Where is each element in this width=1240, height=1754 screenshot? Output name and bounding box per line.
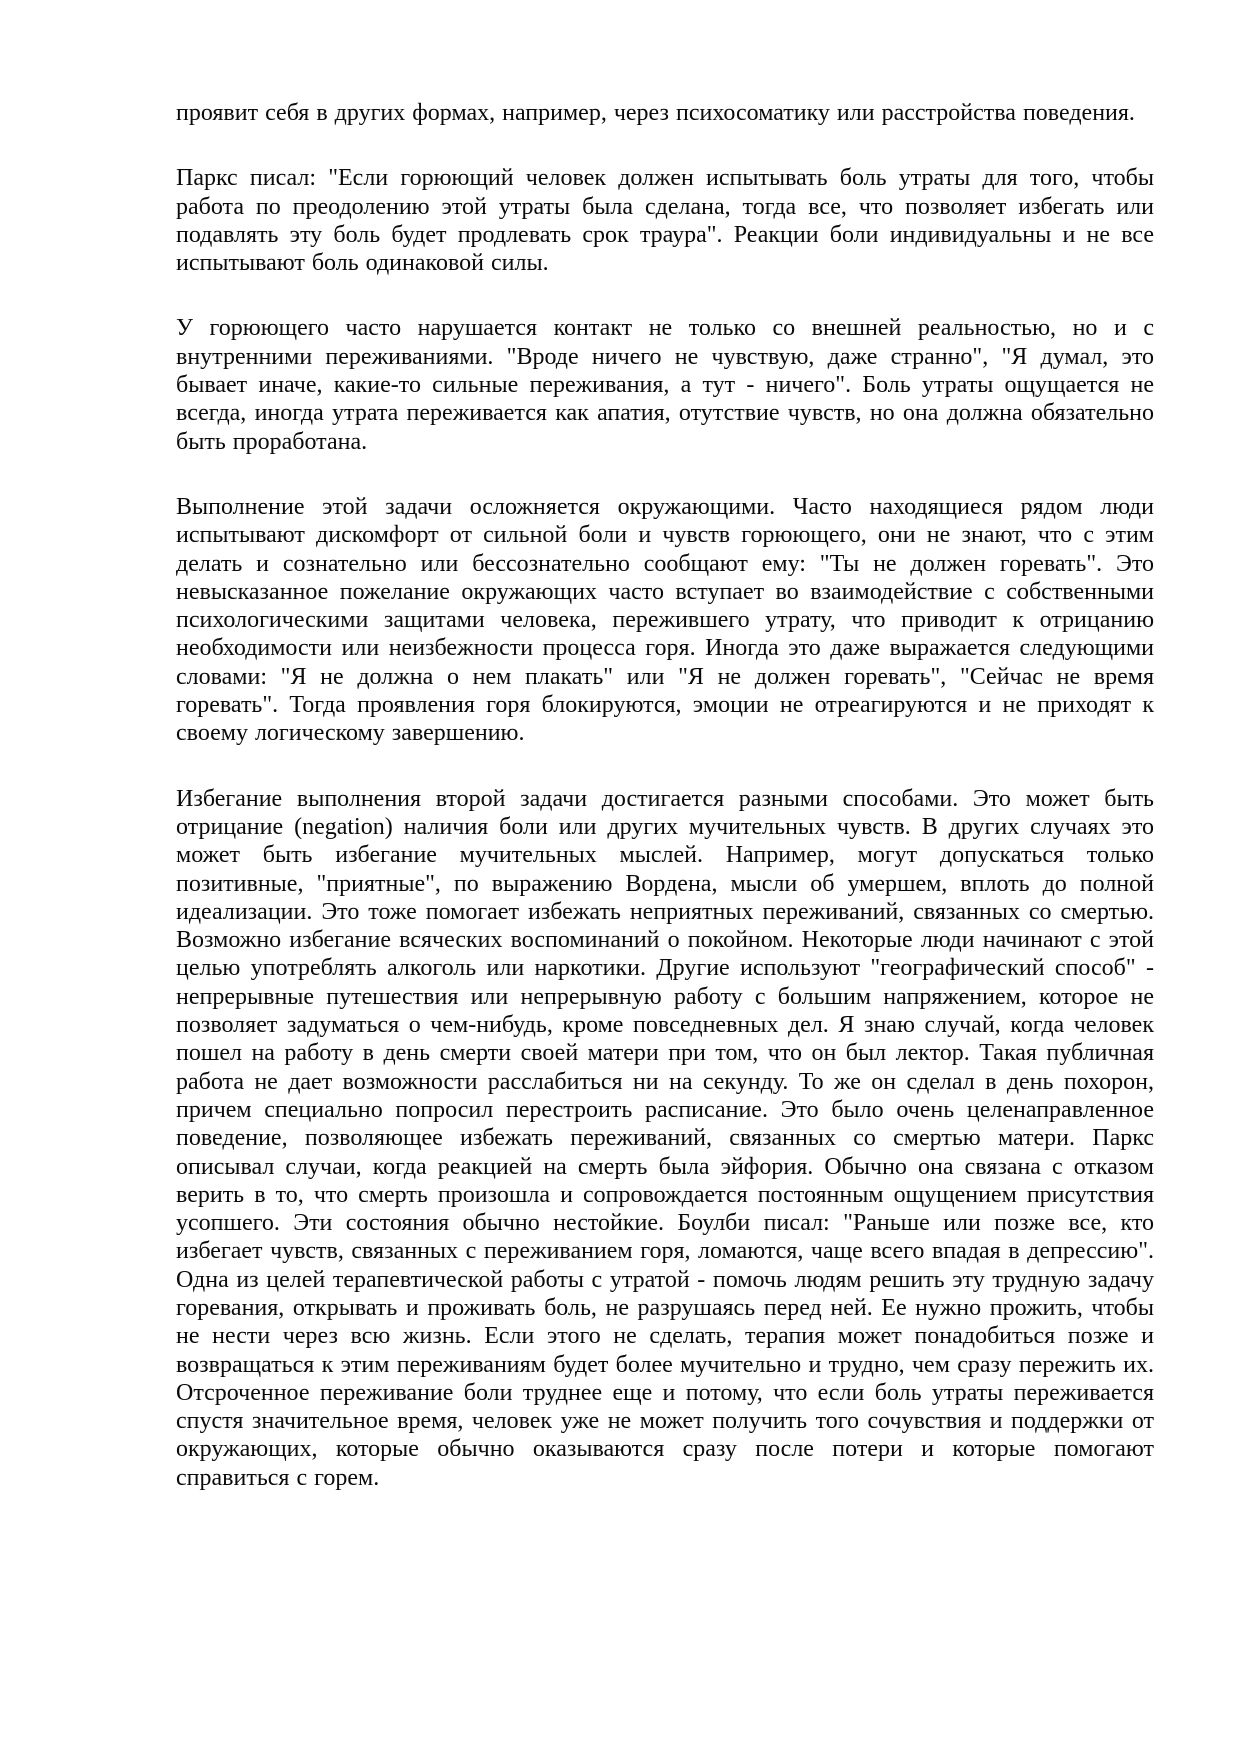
paragraph: проявит себя в других формах, например, через психосоматику или расстройства поведения.: [176, 100, 1135, 126]
paragraph: Избегание выполнения второй задачи достигается разными способами. Это может быть отрицание (negation) наличия боли или других мучительных чувств. В других случаях это может быть избегание мучительных мыслей. Например, могут допускаться только позитивные, "приятные", по выражению Вордена, мысли об умершем, вплоть до полной идеализации. Это тоже помогает избежать неприятных переживаний, связанных со смертью. Возможно избегание всяческих воспоминаний о покойном. Некоторые люди начинают с этой целью употреблять алкоголь или наркотики. Другие используют "географический способ" - непрерывные путешествия или непрерывную работу с большим напряжением, которое не позволяет задуматься о чем-нибудь, кроме повседневных дел. Я знаю случай, когда человек пошел на работу в день смерти своей матери при том, что он был лектор. Такая публичная работа не дает возможности расслабиться ни на секунду. То же он сделал в день похорон, причем специально попросил перестроить расписание. Это было очень целенаправленное поведение, позволяющее избежать переживаний, связанных со смертью матери. Паркс описывал случаи, когда реакцией на смерть была эйфория. Обычно она связана с отказом верить в то, что смерть произошла и сопровождается постоянным ощущением присутствия усопшего. Эти состояния обычно нестойкие. Боулби писал: "Раньше или позже все, кто избегает чувств, связанных с переживанием горя, ломаются, чаще всего впадая в депрессию". Одна из целей терапевтической работы с утратой - помочь людям решить эту трудную задачу горевания, открывать и проживать боль, не разрушаясь перед ней. Ее нужно прожить, чтобы не нести через всю жизнь. Если этого не сделать, терапия может понадобиться позже и возвращаться к этим переживаниям будет более мучительно и трудно, чем сразу пережить их. Отсроченное переживание боли труднее еще и потому, что если боль утраты переживается спустя значительное время, человек уже не может получить того сочувствия и поддержки от окружающих, которые обычно оказываются сразу после потери и которые помогают справиться с горем.: [176, 785, 1154, 1491]
paragraph: Выполнение этой задачи осложняется окружающими. Часто находящиеся рядом люди испытывают дискомфорт от сильной боли и чувств горюющего, они не знают, что с этим делать и сознательно или бессознательно сообщают ему: "Ты не должен горевать". Это невысказанное пожелание окружающих часто вступает во взаимодействие с собственными психологическими защитами человека, пережившего утрату, что приводит к отрицанию необходимости или неизбежности процесса горя. Иногда это даже выражается следующими словами: "Я не должна о нем плакать" или "Я не должен горевать", "Сейчас не время горевать". Тогда проявления горя блокируются, эмоции не отреагируются и не приходят к своему логическому завершению.: [176, 493, 1154, 747]
paragraph: У горюющего часто нарушается контакт не только со внешней реальностью, но и с внутренними переживаниями. "Вроде ничего не чувствую, даже странно", "Я думал, это бывает иначе, какие-то сильные переживания, а тут - ничего". Боль утраты ощущается не всегда, иногда утрата переживается как апатия, отутствие чувств, но она должна обязательно быть проработана.: [176, 315, 1154, 455]
paragraph: Паркс писал: "Если горюющий человек должен испытывать боль утраты для того, чтобы работа по преодолению этой утраты была сделана, тогда все, что позволяет избегать или подавлять эту боль будет продлевать срок траура". Реакции боли индивидуальны и не все испытывают боль одинаковой силы.: [176, 165, 1154, 277]
